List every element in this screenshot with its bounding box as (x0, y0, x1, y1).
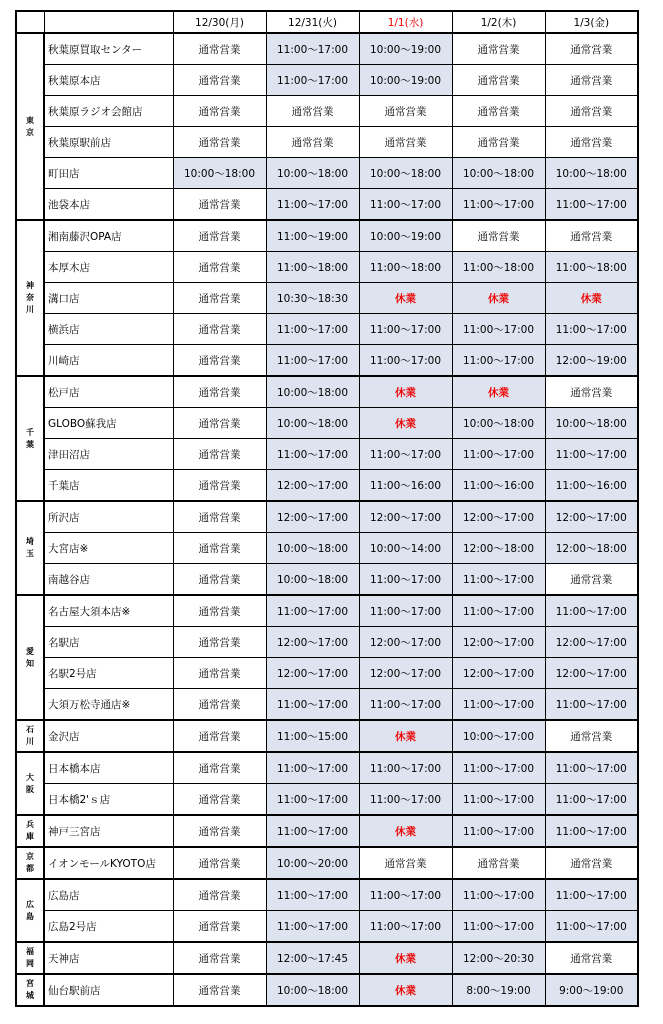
store-row (16, 345, 638, 377)
hours-cell: 10:00～18:00 (545, 408, 638, 439)
hours-cell: 休業 (452, 283, 545, 314)
hours-cell: 通常営業 (173, 564, 266, 596)
hours-cell: 11:00～16:00 (359, 470, 452, 502)
hours-cell: 通常営業 (173, 127, 266, 158)
hours-cell: 12:00～17:00 (266, 501, 359, 533)
hours-cell: 11:00～17:00 (545, 189, 638, 221)
store-name: GLOBO蘇我店 (44, 408, 173, 439)
hours-cell: 10:00～18:00 (266, 974, 359, 1006)
hours-cell: 通常営業 (545, 564, 638, 596)
store-row (16, 376, 638, 408)
hours-cell: 休業 (545, 283, 638, 314)
hours-cell: 通常営業 (545, 720, 638, 752)
store-row (16, 942, 638, 974)
hours-cell: 10:00～18:00 (266, 408, 359, 439)
store-row (16, 189, 638, 221)
store-name: 秋葉原駅前店 (44, 127, 173, 158)
store-name: 町田店 (44, 158, 173, 189)
hours-cell: 休業 (359, 720, 452, 752)
hours-cell: 12:00～19:00 (545, 345, 638, 377)
hours-cell: 10:00～18:00 (266, 533, 359, 564)
hours-cell: 11:00～15:00 (266, 720, 359, 752)
hours-cell: 11:00～17:00 (359, 879, 452, 911)
hours-cell: 休業 (359, 974, 452, 1006)
hours-cell: 12:00～18:00 (545, 533, 638, 564)
hours-cell: 11:00～17:00 (266, 189, 359, 221)
hours-cell: 11:00～17:00 (266, 879, 359, 911)
hours-cell: 11:00～17:00 (266, 689, 359, 721)
hours-cell: 11:00～17:00 (452, 345, 545, 377)
store-name: 天神店 (44, 942, 173, 974)
hours-cell: 休業 (359, 283, 452, 314)
hours-cell: 11:00～17:00 (266, 345, 359, 377)
region-label: 宮 城 (16, 974, 44, 1006)
hours-cell: 11:00～17:00 (266, 911, 359, 943)
hours-cell: 11:00～17:00 (359, 689, 452, 721)
hours-cell: 11:00～17:00 (359, 784, 452, 816)
hours-cell: 11:00～17:00 (452, 784, 545, 816)
hours-cell: 通常営業 (173, 252, 266, 283)
hours-cell: 11:00～17:00 (452, 595, 545, 627)
hours-cell: 通常営業 (359, 127, 452, 158)
store-row (16, 752, 638, 784)
header-date: 12/30(月) (173, 11, 266, 33)
store-row (16, 658, 638, 689)
hours-cell: 11:00～18:00 (359, 252, 452, 283)
hours-cell: 通常営業 (545, 220, 638, 252)
store-name: 本厚木店 (44, 252, 173, 283)
hours-cell: 11:00～17:00 (545, 439, 638, 470)
store-name: 広島2号店 (44, 911, 173, 943)
hours-cell: 10:00～18:00 (452, 158, 545, 189)
store-row (16, 220, 638, 252)
hours-cell: 12:00～17:00 (359, 501, 452, 533)
hours-cell: 10:00～18:00 (545, 158, 638, 189)
store-name: 名古屋大須本店※ (44, 595, 173, 627)
store-name: 秋葉原買取センター (44, 33, 173, 65)
store-name: 横浜店 (44, 314, 173, 345)
hours-cell: 通常営業 (173, 879, 266, 911)
hours-cell: 12:00～17:00 (266, 627, 359, 658)
hours-cell: 12:00～17:00 (266, 470, 359, 502)
hours-cell: 通常営業 (452, 220, 545, 252)
hours-cell: 11:00～17:00 (452, 752, 545, 784)
hours-cell: 10:00～18:00 (266, 376, 359, 408)
hours-cell: 9:00～19:00 (545, 974, 638, 1006)
store-name: 南越谷店 (44, 564, 173, 596)
header-date: 1/2(木) (452, 11, 545, 33)
store-name: 名駅2号店 (44, 658, 173, 689)
hours-cell: 12:00～17:00 (452, 658, 545, 689)
store-name: 湘南藤沢OPA店 (44, 220, 173, 252)
hours-cell: 通常営業 (173, 96, 266, 127)
hours-cell: 11:00～17:00 (359, 911, 452, 943)
store-row (16, 314, 638, 345)
hours-cell: 11:00～17:00 (359, 314, 452, 345)
hours-cell: 11:00～17:00 (452, 689, 545, 721)
hours-cell: 12:00～17:00 (266, 658, 359, 689)
store-row (16, 408, 638, 439)
store-name: 松戸店 (44, 376, 173, 408)
hours-cell: 休業 (359, 376, 452, 408)
hours-cell: 休業 (359, 815, 452, 847)
hours-cell: 11:00～17:00 (545, 911, 638, 943)
hours-cell: 通常営業 (545, 376, 638, 408)
header-row (16, 11, 638, 33)
hours-cell: 通常営業 (173, 911, 266, 943)
hours-cell: 通常営業 (173, 627, 266, 658)
hours-cell: 11:00～17:00 (452, 564, 545, 596)
store-name: 溝口店 (44, 283, 173, 314)
store-row (16, 439, 638, 470)
store-row (16, 33, 638, 65)
hours-cell: 11:00～17:00 (359, 752, 452, 784)
hours-cell: 通常営業 (545, 942, 638, 974)
hours-cell: 通常営業 (545, 96, 638, 127)
hours-cell: 11:00～17:00 (359, 564, 452, 596)
hours-cell: 11:00～17:00 (545, 314, 638, 345)
hours-cell: 11:00～17:00 (452, 314, 545, 345)
hours-cell: 通常営業 (173, 283, 266, 314)
store-name: 名駅店 (44, 627, 173, 658)
region-label: 石 川 (16, 720, 44, 752)
store-row (16, 847, 638, 879)
hours-cell: 10:00～19:00 (359, 33, 452, 65)
store-name: 日本橋本店 (44, 752, 173, 784)
hours-cell: 休業 (359, 942, 452, 974)
hours-cell: 11:00～17:00 (266, 752, 359, 784)
store-row (16, 252, 638, 283)
hours-cell: 10:00～19:00 (359, 220, 452, 252)
hours-cell: 11:00～17:00 (266, 439, 359, 470)
header-date: 12/31(火) (266, 11, 359, 33)
hours-cell: 通常営業 (173, 345, 266, 377)
hours-cell: 通常営業 (173, 408, 266, 439)
region-label: 大 阪 (16, 752, 44, 815)
hours-cell: 通常営業 (173, 815, 266, 847)
store-row (16, 65, 638, 96)
hours-cell: 通常営業 (173, 784, 266, 816)
hours-cell: 11:00～17:00 (545, 595, 638, 627)
store-name: 千葉店 (44, 470, 173, 502)
hours-cell: 11:00～16:00 (545, 470, 638, 502)
hours-cell: 通常営業 (452, 127, 545, 158)
hours-cell: 11:00～17:00 (359, 595, 452, 627)
hours-cell: 11:00～17:00 (266, 314, 359, 345)
hours-cell: 12:00～17:00 (359, 658, 452, 689)
hours-cell: 12:00～17:00 (359, 627, 452, 658)
hours-cell: 通常営業 (452, 33, 545, 65)
table-body (16, 11, 638, 1006)
store-row (16, 96, 638, 127)
hours-cell: 通常営業 (452, 65, 545, 96)
hours-cell: 11:00～17:00 (266, 595, 359, 627)
hours-cell: 通常営業 (359, 847, 452, 879)
store-row (16, 127, 638, 158)
hours-cell: 11:00～17:00 (545, 815, 638, 847)
hours-cell: 通常営業 (173, 65, 266, 96)
hours-cell: 11:00～17:00 (359, 439, 452, 470)
hours-cell: 12:00～17:00 (452, 627, 545, 658)
hours-cell: 11:00～18:00 (452, 252, 545, 283)
hours-cell: 10:30～18:30 (266, 283, 359, 314)
hours-cell: 通常営業 (452, 847, 545, 879)
hours-cell: 通常営業 (173, 720, 266, 752)
region-label: 兵 庫 (16, 815, 44, 847)
store-row (16, 158, 638, 189)
hours-cell: 11:00～17:00 (545, 689, 638, 721)
hours-cell: 通常営業 (173, 942, 266, 974)
store-name: 大宮店※ (44, 533, 173, 564)
store-row (16, 784, 638, 816)
store-name: 大須万松寺通店※ (44, 689, 173, 721)
hours-cell: 通常営業 (173, 595, 266, 627)
hours-cell: 11:00～17:00 (266, 33, 359, 65)
store-row (16, 595, 638, 627)
hours-cell: 11:00～16:00 (452, 470, 545, 502)
hours-cell: 通常営業 (173, 220, 266, 252)
hours-cell: 通常営業 (266, 127, 359, 158)
store-row (16, 720, 638, 752)
store-row (16, 470, 638, 502)
hours-cell: 10:00～17:00 (452, 720, 545, 752)
region-label: 神 奈 川 (16, 220, 44, 376)
store-name: 所沢店 (44, 501, 173, 533)
hours-cell: 8:00～19:00 (452, 974, 545, 1006)
hours-cell: 通常営業 (545, 65, 638, 96)
hours-cell: 通常営業 (545, 127, 638, 158)
hours-cell: 通常営業 (173, 33, 266, 65)
store-row (16, 689, 638, 721)
hours-cell: 11:00～18:00 (545, 252, 638, 283)
store-name: 日本橋2'ｓ店 (44, 784, 173, 816)
hours-cell: 通常営業 (173, 752, 266, 784)
hours-cell: 11:00～17:00 (545, 752, 638, 784)
hours-cell: 12:00～20:30 (452, 942, 545, 974)
holiday-hours-table (15, 10, 639, 1007)
hours-cell: 12:00～17:00 (545, 658, 638, 689)
region-label: 福 岡 (16, 942, 44, 974)
store-row (16, 911, 638, 943)
hours-cell: 通常営業 (266, 96, 359, 127)
hours-cell: 10:00～14:00 (359, 533, 452, 564)
hours-cell: 通常営業 (545, 33, 638, 65)
store-row (16, 974, 638, 1006)
store-name: イオンモールKYOTO店 (44, 847, 173, 879)
hours-cell: 11:00～18:00 (266, 252, 359, 283)
store-row (16, 627, 638, 658)
store-name: 広島店 (44, 879, 173, 911)
header-corner (16, 11, 44, 33)
hours-cell: 12:00～17:00 (545, 501, 638, 533)
hours-cell: 10:00～18:00 (359, 158, 452, 189)
hours-cell: 11:00～17:00 (452, 815, 545, 847)
hours-cell: 11:00～17:00 (545, 879, 638, 911)
store-name: 秋葉原ラジオ会館店 (44, 96, 173, 127)
hours-cell: 通常営業 (173, 470, 266, 502)
hours-cell: 11:00～17:00 (452, 911, 545, 943)
hours-cell: 11:00～17:00 (359, 345, 452, 377)
header-store-col (44, 11, 173, 33)
store-row (16, 815, 638, 847)
hours-cell: 通常営業 (173, 314, 266, 345)
hours-cell: 12:00～17:00 (545, 627, 638, 658)
store-name: 津田沼店 (44, 439, 173, 470)
header-date: 1/1(水) (359, 11, 452, 33)
hours-cell: 11:00～17:00 (452, 189, 545, 221)
hours-cell: 11:00～17:00 (452, 439, 545, 470)
hours-cell: 10:00～19:00 (359, 65, 452, 96)
hours-cell: 12:00～17:45 (266, 942, 359, 974)
store-row (16, 283, 638, 314)
region-label: 広 島 (16, 879, 44, 942)
hours-cell: 通常営業 (173, 533, 266, 564)
hours-cell: 10:00～18:00 (266, 564, 359, 596)
hours-cell: 11:00～19:00 (266, 220, 359, 252)
store-name: 池袋本店 (44, 189, 173, 221)
hours-cell: 11:00～17:00 (452, 879, 545, 911)
region-label: 埼 玉 (16, 501, 44, 595)
hours-cell: 通常営業 (173, 658, 266, 689)
hours-cell: 11:00～17:00 (266, 815, 359, 847)
hours-cell: 通常営業 (173, 974, 266, 1006)
hours-cell: 10:00～18:00 (452, 408, 545, 439)
hours-cell: 休業 (359, 408, 452, 439)
store-row (16, 879, 638, 911)
store-row (16, 564, 638, 596)
hours-cell: 通常営業 (173, 847, 266, 879)
header-date: 1/3(金) (545, 11, 638, 33)
hours-cell: 11:00～17:00 (266, 784, 359, 816)
hours-cell: 通常営業 (173, 689, 266, 721)
region-label: 千 葉 (16, 376, 44, 501)
hours-cell: 10:00～18:00 (173, 158, 266, 189)
store-name: 仙台駅前店 (44, 974, 173, 1006)
store-name: 秋葉原本店 (44, 65, 173, 96)
hours-cell: 10:00～18:00 (266, 158, 359, 189)
hours-cell: 通常営業 (452, 96, 545, 127)
store-row (16, 501, 638, 533)
hours-cell: 11:00～17:00 (545, 784, 638, 816)
hours-cell: 10:00～20:00 (266, 847, 359, 879)
hours-cell: 通常営業 (173, 376, 266, 408)
hours-cell: 通常営業 (545, 847, 638, 879)
hours-cell: 11:00～17:00 (266, 65, 359, 96)
store-name: 金沢店 (44, 720, 173, 752)
region-label: 京 都 (16, 847, 44, 879)
hours-cell: 通常営業 (359, 96, 452, 127)
hours-cell: 11:00～17:00 (359, 189, 452, 221)
store-name: 川崎店 (44, 345, 173, 377)
hours-cell: 12:00～17:00 (452, 501, 545, 533)
store-name: 神戸三宮店 (44, 815, 173, 847)
hours-cell: 12:00～18:00 (452, 533, 545, 564)
hours-cell: 通常営業 (173, 439, 266, 470)
region-label: 愛 知 (16, 595, 44, 720)
region-label: 東 京 (16, 33, 44, 220)
store-row (16, 533, 638, 564)
hours-cell: 休業 (452, 376, 545, 408)
hours-cell: 通常営業 (173, 189, 266, 221)
hours-cell: 通常営業 (173, 501, 266, 533)
